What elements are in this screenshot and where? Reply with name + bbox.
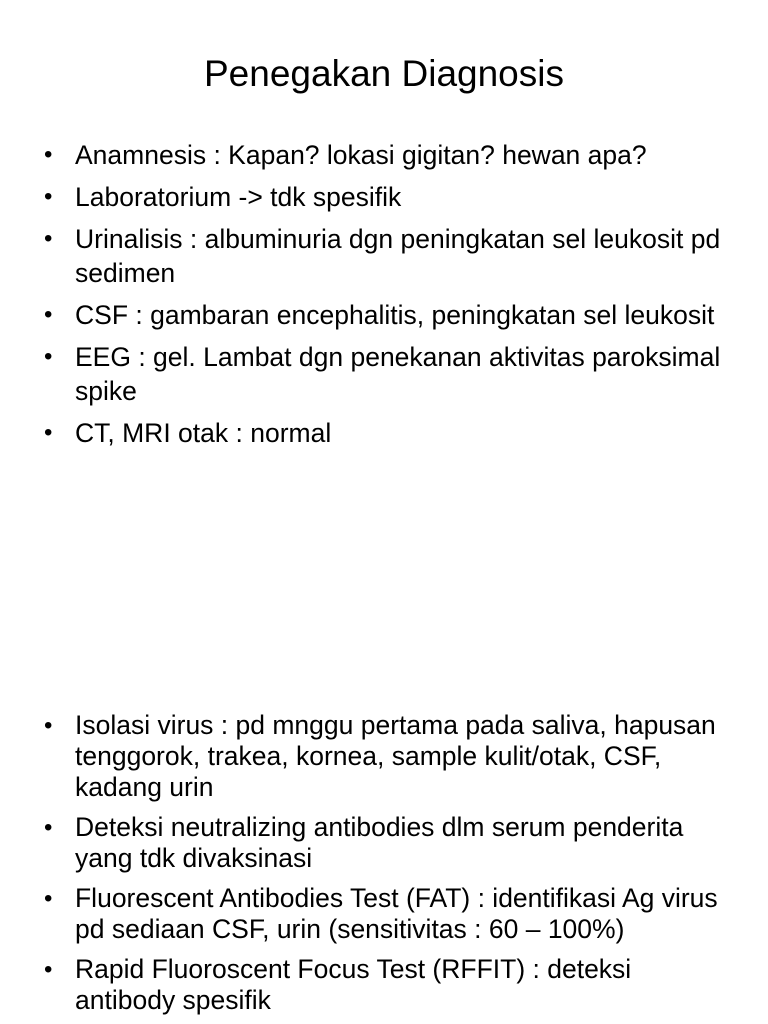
bullet-item <box>44 416 734 450</box>
bullet-icon: • <box>44 225 53 252</box>
bullet-item <box>44 340 734 408</box>
bullet-item <box>44 954 734 1016</box>
bullet-icon: • <box>44 419 53 446</box>
bullet-icon: • <box>44 712 53 739</box>
slide-title: Penegakan Diagnosis <box>204 53 564 94</box>
bullet-text: CSF : gambaran encephalitis, peningkatan sel leukosit <box>75 300 715 330</box>
bullet-text: Fluorescent Antibodies Test (FAT) : identifikasi Ag virus pd sediaan CSF, urin (sensitivitas : 60 – 100%) <box>75 883 718 944</box>
bullet-icon: • <box>44 885 53 912</box>
bullet-list <box>44 710 734 1024</box>
bullet-item <box>44 710 734 803</box>
bullet-text: Isolasi virus : pd mnggu pertama pada saliva, hapusan tenggorok, trakea, kornea, sample kulit/otak, CSF, kadang urin <box>75 710 716 802</box>
bullet-item <box>44 222 734 290</box>
bullet-icon: • <box>44 183 53 210</box>
bullet-icon: • <box>44 141 53 168</box>
bullet-text: Deteksi neutralizing antibodies dlm serum penderita yang tdk divaksinasi <box>75 812 684 873</box>
bullet-icon: • <box>44 343 53 370</box>
bullet-text: Rapid Fluoroscent Focus Test (RFFIT) : deteksi antibody spesifik <box>75 954 632 1015</box>
bullet-icon: • <box>44 814 53 841</box>
bullet-text: Laboratorium -> tdk spesifik <box>75 182 402 212</box>
bullet-item <box>44 180 734 214</box>
bullet-item <box>44 138 734 172</box>
bullet-text: Urinalisis : albuminuria dgn peningkatan sel leukosit pd sedimen <box>75 224 721 288</box>
bullet-text: Anamnesis : Kapan? lokasi gigitan? hewan apa? <box>75 140 647 170</box>
bullet-text: EEG : gel. Lambat dgn penekanan aktivitas paroksimal spike <box>75 342 721 406</box>
bullet-item <box>44 812 734 874</box>
bullet-item <box>44 883 734 945</box>
slide-2 <box>0 700 768 1024</box>
bullet-text: CT, MRI otak : normal <box>75 418 332 448</box>
bullet-icon: • <box>44 956 53 983</box>
bullet-item <box>44 298 734 332</box>
bullet-icon: • <box>44 301 53 328</box>
bullet-list <box>44 138 734 458</box>
